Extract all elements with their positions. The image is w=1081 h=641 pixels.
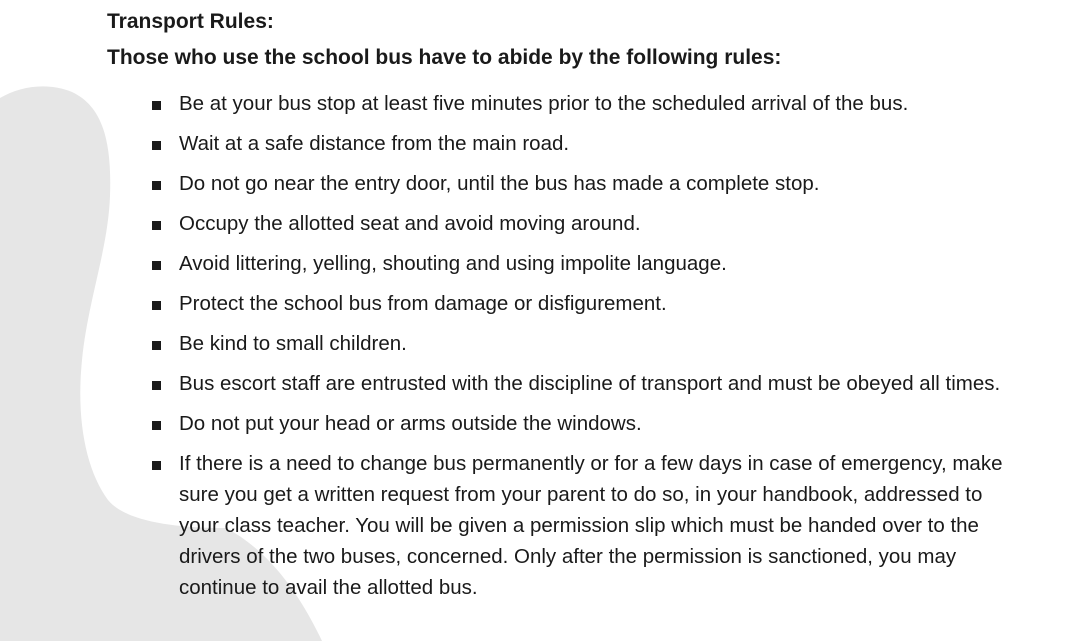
rule-item [150,368,1010,399]
rule-item [150,88,1010,119]
rule-text: If there is a need to change bus permanently or for a few days in case of emergency, make sure you get a written request from your parent to do so, in your handbook, addressed to your class teacher. You will be given a permission slip which must be handed over to the drivers of the two buses, concerned. Only after the permission is sanctioned, you may continue to avail the allotted bus. [179,452,1003,599]
rule-text: Protect the school bus from damage or disfigurement. [179,292,667,315]
rule-text: Occupy the allotted seat and avoid moving around. [179,212,641,235]
rules-list [150,88,1010,612]
rule-item [150,248,1010,279]
square-bullet-icon [152,221,161,230]
section-heading: Transport Rules: [107,10,274,33]
rule-text: Be at your bus stop at least five minutes prior to the scheduled arrival of the bus. [179,92,909,115]
square-bullet-icon [152,461,161,470]
rule-item [150,448,1010,603]
square-bullet-icon [152,141,161,150]
square-bullet-icon [152,301,161,310]
square-bullet-icon [152,101,161,110]
square-bullet-icon [152,181,161,190]
rule-item [150,208,1010,239]
rule-item [150,328,1010,359]
rule-item [150,288,1010,319]
rule-text: Be kind to small children. [179,332,407,355]
rule-text: Avoid littering, yelling, shouting and using impolite language. [179,252,727,275]
rule-text: Do not put your head or arms outside the windows. [179,412,642,435]
rule-text: Wait at a safe distance from the main road. [179,132,570,155]
square-bullet-icon [152,421,161,430]
rule-item [150,408,1010,439]
square-bullet-icon [152,381,161,390]
square-bullet-icon [152,341,161,350]
rule-item [150,168,1010,199]
square-bullet-icon [152,261,161,270]
rule-text: Do not go near the entry door, until the bus has made a complete stop. [179,172,820,195]
intro-text: Those who use the school bus have to abide by the following rules: [107,46,782,69]
rule-item [150,128,1010,159]
rule-text: Bus escort staff are entrusted with the discipline of transport and must be obeyed all times. [179,372,1001,395]
